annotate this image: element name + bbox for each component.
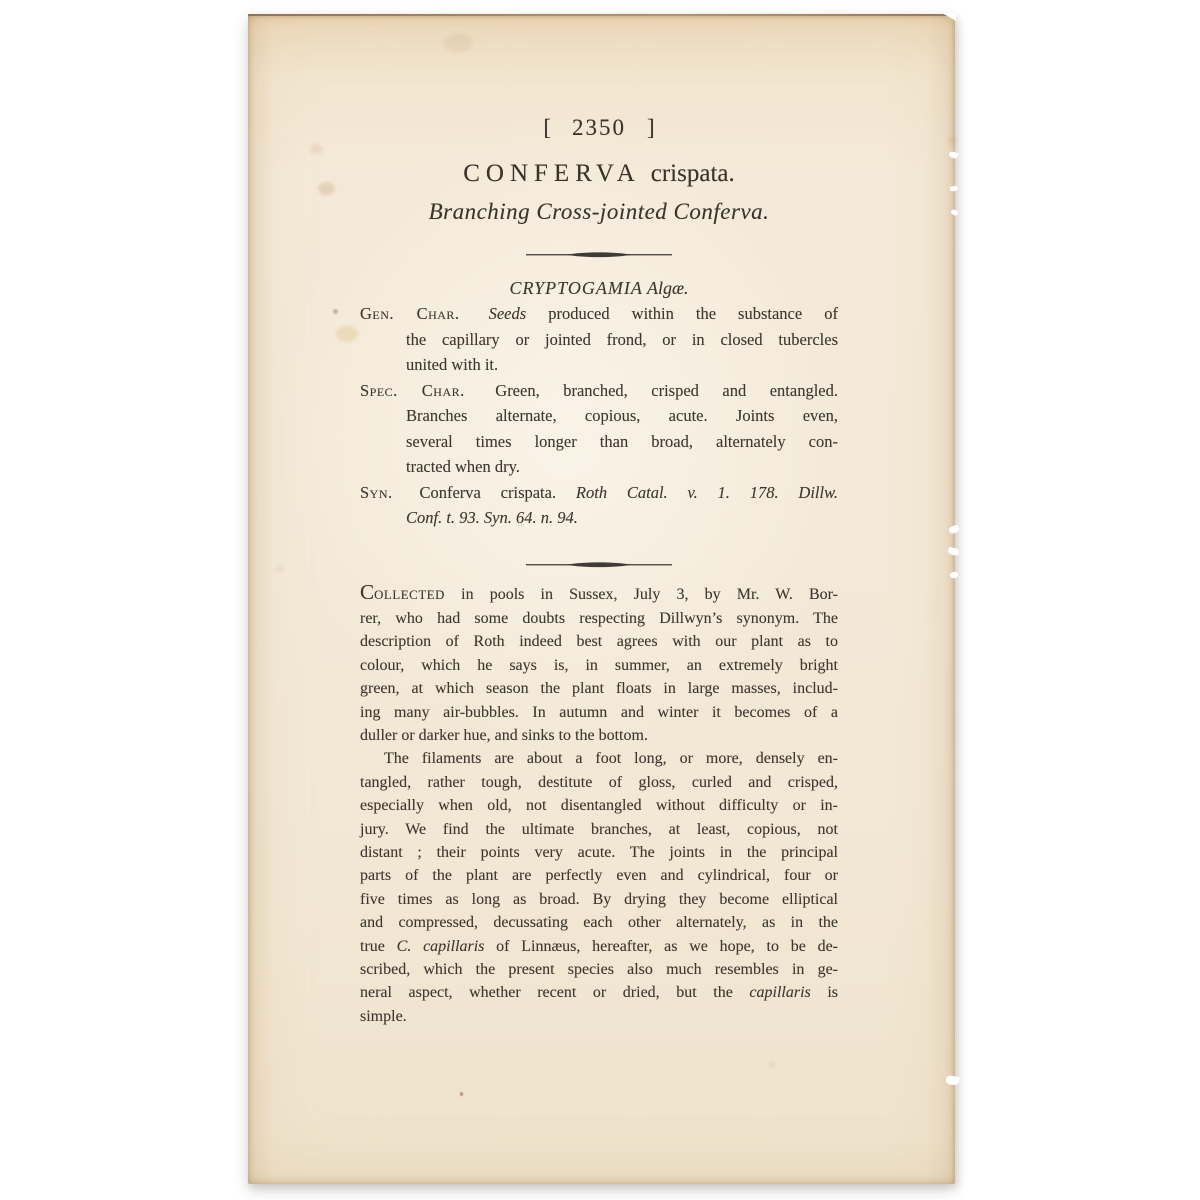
paragraph-filaments bbox=[360, 747, 838, 1028]
text-line bbox=[360, 429, 838, 455]
species-title bbox=[360, 159, 838, 189]
text-segment: Conf. t. 93. Syn. 64. n. 94. bbox=[406, 508, 578, 527]
taxonomy-line bbox=[360, 275, 838, 301]
text-line bbox=[360, 794, 838, 817]
text-segment: C bbox=[360, 579, 375, 604]
text-line bbox=[360, 841, 838, 864]
page-number bbox=[360, 114, 838, 142]
text-segment: of Linnæus, hereafter, as we hope, to be de- bbox=[484, 937, 839, 955]
text-segment: true bbox=[360, 937, 397, 955]
text-segment: neral aspect, whether recent or dried, but the bbox=[360, 984, 750, 1002]
gen-char-section bbox=[360, 301, 838, 378]
text-line bbox=[360, 771, 838, 794]
text-segment: rer, who had some doubts respecting Dillwyn’s synonym. The bbox=[360, 609, 838, 627]
bracket-right: ] bbox=[647, 115, 655, 140]
text-segment: description of Roth indeed best agrees with our plant as to bbox=[360, 633, 838, 651]
text-segment: CRYPTOGAMIA bbox=[509, 278, 643, 298]
text-segment: capillaris bbox=[749, 984, 811, 1002]
text-line bbox=[360, 701, 838, 724]
text-line bbox=[360, 301, 838, 327]
text-segment: Branches alternate, copious, acute. Joints even, bbox=[406, 406, 838, 425]
text-segment: Seeds bbox=[488, 304, 527, 323]
text-segment: produced within the substance of bbox=[526, 304, 838, 323]
text-line bbox=[360, 480, 838, 506]
text-segment: Gen. Char. bbox=[360, 304, 460, 323]
genus-name: CONFERVA bbox=[463, 160, 641, 187]
text-line bbox=[360, 747, 838, 770]
page-corner-fold bbox=[942, 13, 956, 21]
text-segment: Conferva crispata. bbox=[399, 482, 576, 502]
text-segment: united with it. bbox=[406, 355, 499, 374]
paper-stain bbox=[336, 326, 358, 342]
paper-stain bbox=[333, 309, 338, 314]
text-segment: duller or darker hue, and sinks to the bottom. bbox=[360, 726, 648, 744]
text-segment: Algæ. bbox=[647, 278, 689, 298]
text-segment: parts of the plant are perfectly even and cylindrical, four or bbox=[360, 867, 838, 885]
page-edge-nick bbox=[950, 209, 958, 216]
paper-stain bbox=[310, 144, 323, 154]
text-segment: Spec. Char. bbox=[360, 380, 465, 400]
paper-stain bbox=[460, 1092, 463, 1096]
text-segment: Roth Catal. v. 1. 178. Dillw. bbox=[575, 482, 838, 502]
text-segment: especially when old, not disentangled without difficulty or in- bbox=[360, 797, 838, 815]
syn-section bbox=[360, 480, 838, 531]
text-segment: tangled, rather tough, destitute of gloss, curled and crisped, bbox=[360, 773, 838, 791]
text-line bbox=[360, 677, 838, 700]
text-line bbox=[360, 1005, 838, 1028]
section-divider bbox=[526, 560, 672, 569]
paper-stain bbox=[948, 136, 957, 143]
text-line bbox=[360, 911, 838, 934]
text-line bbox=[360, 654, 838, 677]
text-segment: The filaments are about a foot long, or more, densely en- bbox=[384, 750, 838, 768]
text-segment: in pools in Sussex, July 3, by Mr. W. Bor- bbox=[445, 585, 838, 603]
page-edge-nick bbox=[948, 151, 958, 159]
page-edge-nick bbox=[950, 571, 959, 578]
spec-char-section bbox=[360, 378, 838, 480]
text-line bbox=[360, 403, 838, 429]
text-line bbox=[360, 958, 838, 981]
common-name: Branching Cross-jointed Conferva. bbox=[428, 199, 770, 224]
text-line bbox=[360, 888, 838, 911]
text-line bbox=[360, 607, 838, 630]
page-content bbox=[360, 14, 838, 1028]
page-edge-nick bbox=[947, 547, 959, 557]
body-text bbox=[360, 579, 839, 1029]
text-segment: C. capillaris bbox=[396, 937, 485, 955]
paper-stain bbox=[276, 566, 284, 572]
section-divider bbox=[526, 250, 672, 259]
text-line bbox=[360, 864, 838, 887]
text-segment: OLLECTED bbox=[374, 587, 445, 602]
text-segment: ing many air-bubbles. In autumn and winter it becomes of a bbox=[360, 703, 838, 721]
page-edge-nick bbox=[948, 525, 960, 535]
text-segment: simple. bbox=[360, 1007, 407, 1025]
text-segment: scribed, which the present species also much resembles in ge- bbox=[360, 961, 838, 978]
text-line bbox=[360, 579, 838, 607]
page-edge-nick bbox=[945, 1075, 960, 1087]
paper-stain bbox=[318, 182, 335, 195]
paragraph-collected bbox=[360, 579, 838, 748]
text-segment bbox=[467, 304, 489, 323]
text-segment: Syn. bbox=[360, 482, 393, 502]
species-epithet: crispata. bbox=[650, 160, 735, 187]
text-line bbox=[360, 630, 838, 653]
page-number-value: 2350 bbox=[572, 115, 626, 140]
text-line bbox=[360, 352, 838, 378]
text-segment: and compressed, decussating each other alternately, as in the bbox=[360, 914, 838, 932]
text-segment: is bbox=[810, 984, 839, 1002]
text-line bbox=[360, 935, 838, 958]
text-line bbox=[360, 818, 838, 841]
text-line bbox=[360, 724, 838, 747]
book-page bbox=[248, 14, 955, 1184]
text-segment: distant ; their points very acute. The joints in the principal bbox=[360, 843, 838, 861]
text-segment: five times as long as broad. By drying they become elliptical bbox=[360, 890, 838, 908]
bracket-left: [ bbox=[543, 115, 551, 140]
text-line bbox=[360, 454, 838, 480]
page-edge-nick bbox=[950, 185, 959, 192]
text-segment: green, at which season the plant floats in large masses, includ- bbox=[360, 680, 838, 698]
text-line bbox=[360, 981, 838, 1004]
text-segment: jury. We find the ultimate branches, at least, copious, not bbox=[360, 820, 838, 838]
text-line bbox=[360, 378, 838, 404]
text-segment: colour, which he says is, in summer, an extremely bright bbox=[360, 656, 838, 674]
text-segment: several times longer than broad, alternately con- bbox=[406, 431, 838, 451]
text-segment: tracted when dry. bbox=[406, 457, 520, 476]
text-line bbox=[360, 275, 838, 301]
paper-stain bbox=[768, 1062, 775, 1067]
text-segment: Green, branched, crisped and entangled. bbox=[471, 380, 838, 400]
text-segment: the capillary or jointed frond, or in closed tubercles bbox=[406, 329, 838, 349]
text-line bbox=[360, 327, 838, 353]
text-line bbox=[360, 505, 838, 531]
